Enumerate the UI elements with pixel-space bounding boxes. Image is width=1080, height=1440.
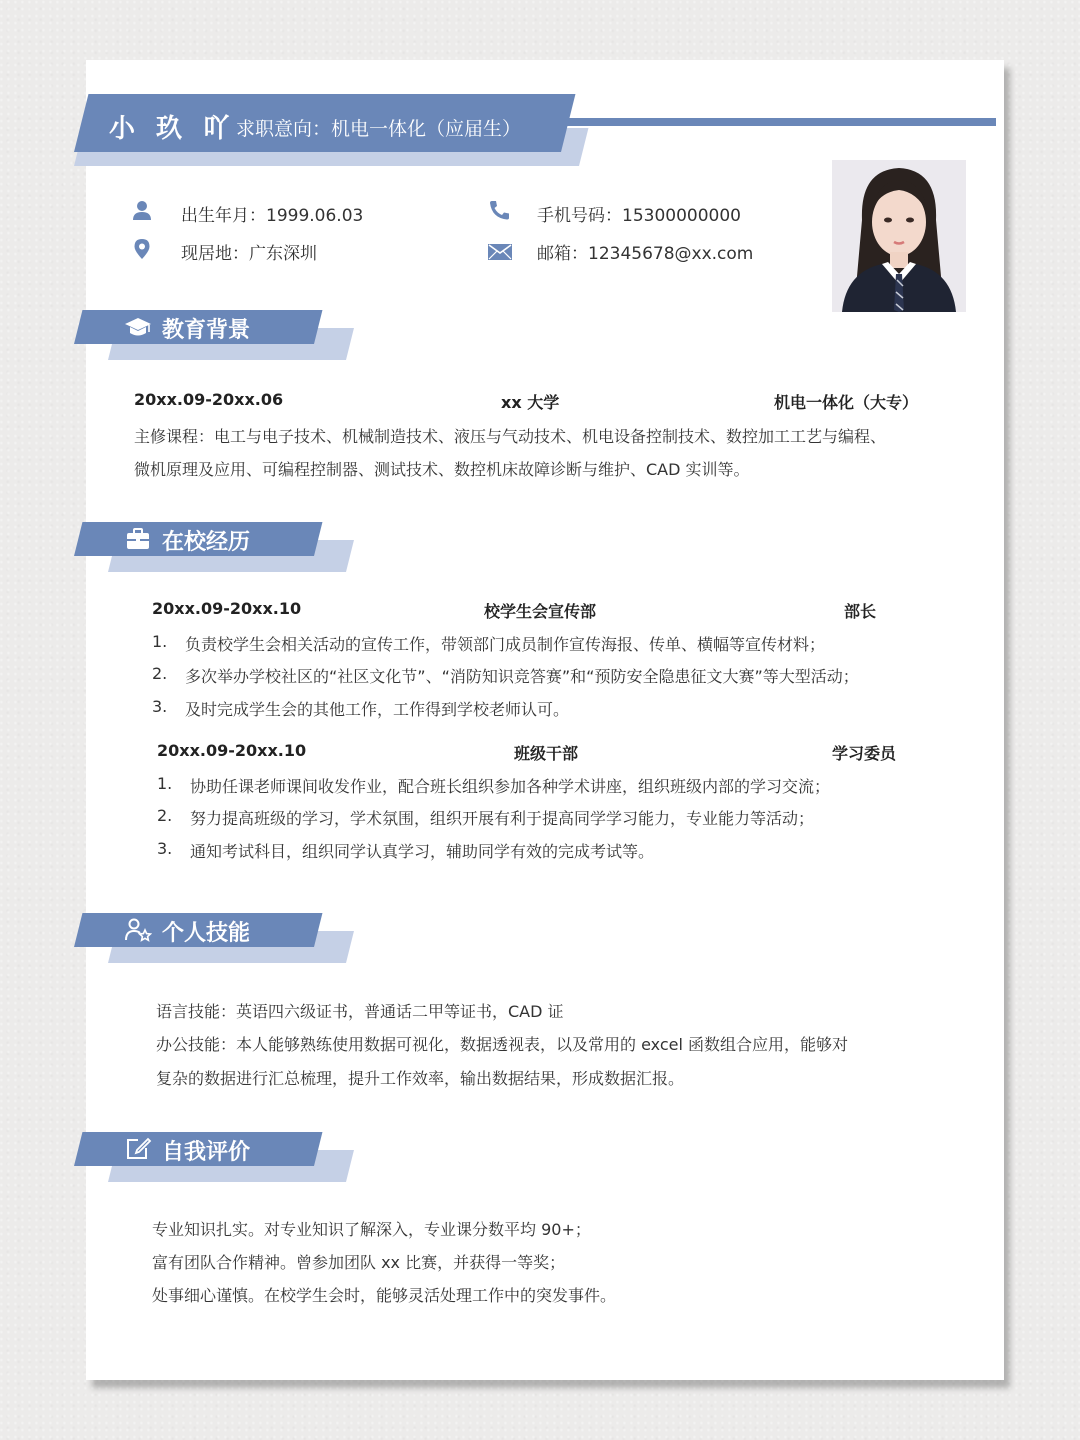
list-item: 负责校学生会相关活动的宣传工作，带领部门成员制作宣传海报、传单、横幅等宣传材料； [185, 635, 826, 654]
list-item-num: 1. [152, 632, 168, 651]
list-item-num: 3. [157, 839, 173, 858]
phone-number: 手机号码：15300000000 [537, 206, 741, 226]
campus-period: 20xx.09-20xx.10 [152, 599, 302, 618]
location-pin-icon [133, 238, 151, 260]
section-title: 自我评价 [162, 1140, 251, 1165]
list-item: 努力提高班级的学习，学术氛围，组织开展有利于提高同学学习能力，专业能力等活动； [190, 809, 815, 828]
candidate-name: 小 玖 吖 [109, 114, 236, 144]
section-campus-header [86, 522, 356, 584]
skills-line: 复杂的数据进行汇总梳理，提升工作效率，输出数据结果，形成数据汇报。 [156, 1069, 685, 1088]
education-major: 机电一体化（大专） [774, 393, 919, 412]
graduation-cap-icon [124, 315, 152, 339]
email-address: 邮箱：12345678@xx.com [537, 244, 754, 264]
edit-icon [124, 1137, 152, 1161]
list-item: 通知考试科目，组织同学认真学习，辅助同学有效的完成考试等。 [190, 842, 655, 861]
self-eval-line: 富有团队合作精神。曾参加团队 xx 比赛，并获得一等奖； [152, 1253, 566, 1272]
campus-org: 校学生会宣传部 [484, 602, 597, 621]
list-item-num: 1. [157, 774, 173, 793]
list-item-num: 2. [152, 664, 168, 683]
list-item: 协助任课老师课间收发作业，配合班长组织参加各种学术讲座，组织班级内部的学习交流； [190, 777, 831, 796]
profile-photo [832, 160, 966, 312]
job-intent: 求职意向：机电一体化（应届生） [236, 118, 522, 140]
list-item: 多次举办学校社区的“社区文化节”、“消防知识竞答赛”和“预防安全隐患征文大赛”等大型活动； [185, 667, 859, 686]
section-education-header [86, 310, 356, 372]
self-eval-line: 专业知识扎实。对专业知识了解深入，专业课分数平均 90+； [152, 1220, 591, 1239]
person-icon [132, 200, 152, 220]
person-star-icon [124, 918, 152, 942]
campus-role: 部长 [844, 602, 877, 621]
phone-icon [488, 200, 510, 220]
education-school: xx 大学 [501, 393, 560, 412]
skills-line: 语言技能：英语四六级证书，普通话二甲等证书，CAD 证 [156, 1002, 564, 1021]
current-location: 现居地：广东深圳 [181, 244, 317, 264]
education-courses-line: 主修课程：电工与电子技术、机械制造技术、液压与气动技术、机电设备控制技术、数控加工工艺与编程、 [134, 427, 887, 446]
education-courses-line: 微机原理及应用、可编程控制器、测试技术、数控机床故障诊断与维护、CAD 实训等。 [134, 460, 750, 479]
birth-date: 出生年月：1999.06.03 [181, 206, 364, 226]
section-skills-header [86, 913, 356, 975]
section-title: 教育背景 [162, 318, 251, 343]
envelope-icon [488, 244, 512, 260]
section-title: 在校经历 [162, 530, 251, 555]
list-item: 及时完成学生会的其他工作，工作得到学校老师认可。 [185, 700, 570, 719]
campus-role: 学习委员 [832, 744, 897, 763]
campus-period: 20xx.09-20xx.10 [157, 741, 307, 760]
education-period: 20xx.09-20xx.06 [134, 390, 284, 409]
header-rule [552, 118, 996, 126]
skills-line: 办公技能：本人能够熟练使用数据可视化，数据透视表，以及常用的 excel 函数组合应用，能够对 [156, 1035, 849, 1054]
resume-page [86, 60, 1004, 1380]
list-item-num: 2. [157, 806, 173, 825]
list-item-num: 3. [152, 697, 168, 716]
briefcase-icon [124, 527, 152, 551]
self-eval-line: 处事细心谨慎。在校学生会时，能够灵活处理工作中的突发事件。 [152, 1286, 617, 1305]
campus-org: 班级干部 [514, 744, 579, 763]
section-self-header [86, 1132, 356, 1194]
section-title: 个人技能 [162, 921, 251, 946]
